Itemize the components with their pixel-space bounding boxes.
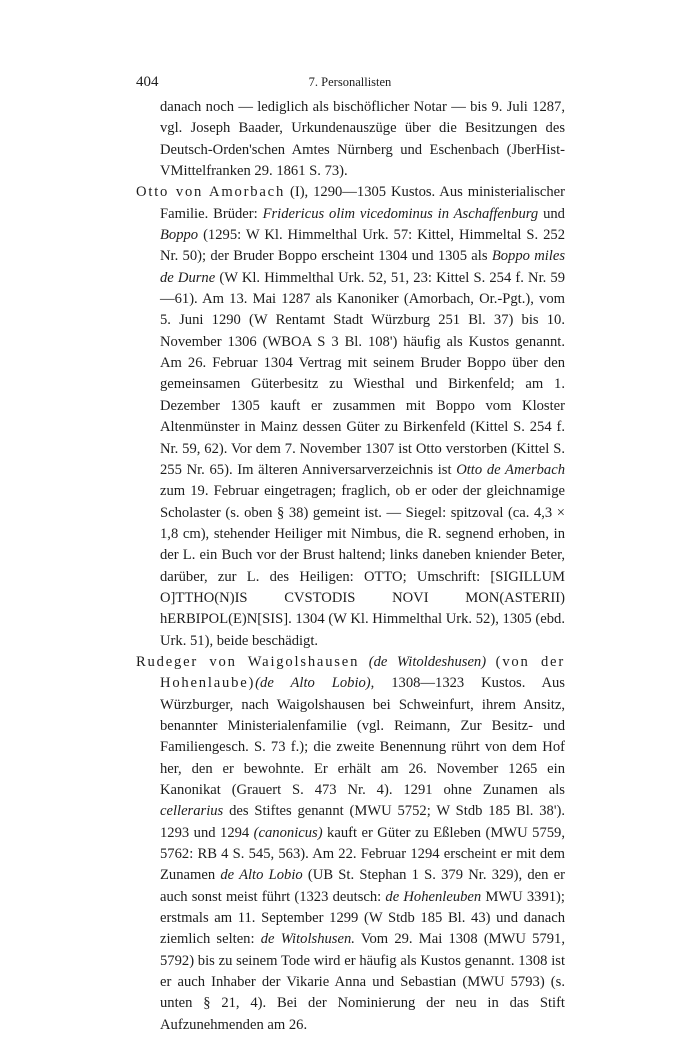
italic-run: (de Witoldeshusen): [368, 653, 487, 670]
spaced-name: Rudeger von Waigolshausen: [136, 653, 360, 670]
text-run: MWU 3391); erstmals am 11. September 1299 (W Stdb 185 Bl. 43) und danach ziemlich selten:: [160, 888, 565, 948]
text-run: zum 19. Februar eingetragen; fraglich, ob er oder der gleichnamige Scholaster (s. oben § 38) gemeint ist. — Siegel: spitzoval (ca. 4,3 × 1,8 cm), stehender Heiliger mit Nimbus, die R. segnend erhoben, in der L. ein Buch vor der Brust haltend; links daneben kniender Beter, darüber, zur L. des Heiligen: OTTO; Umschrift: [SIGILLUM O]TTHO(N)IS CVSTODIS NOVI MON(ASTERII) hERBIPOL(E)N[SIS]. 1304 (W Kl. Himmelthal Urk. 52), 1305 (ebd. Urk. 51), beide beschädigt.: [160, 483, 565, 649]
text-run: , 1308—1323 Kustos. Aus Würzburger, nach Waigolshausen bei Schweinfurt, ihrem Ansitz, benannter Ministerialenfamilie (vgl. Reimann, Zur Besitz- und Familiengesch. S. 73 f.); die zweite Benennung rührt von dem Hof her, den er bewohnte. Er erhält am 26. November 1265 ein Kanonikat (Grauert S. 473 Nr. 4). 1291 ohne Zunamen als: [160, 675, 565, 798]
italic-run: Boppo: [160, 227, 199, 244]
entry-continuation: [136, 97, 565, 182]
italic-run: Fridericus olim vicedominus in Aschaffenburg: [262, 205, 539, 222]
page-number: 404: [136, 74, 159, 90]
text-run: Vom 29. Mai 1308 (MWU 5791, 5792) bis zu seinem Tode wird er häufig als Kustos genannt. 1308 ist er auch Inhaber der Vikarie Anna und Sebastian (MWU 5793) (s. unten § 21, 4). Bei der Nominierung der neu in das Stift Aufzunehmenden am 26.: [160, 931, 565, 1033]
main-text: [136, 97, 565, 1036]
italic-run: (canonicus): [253, 824, 323, 841]
text-run: danach noch — lediglich als bischöflicher Notar — bis 9. Juli 1287, vgl. Joseph Baader, Urkundenauszüge über die Besitzungen des Deutsch-Orden'schen Amtes Nürnberg und Eschenbach (JberHist-VMittelfranken 29. 1861 S. 73).: [160, 99, 565, 180]
text-run: kauft er Güter zu Eßleben (MWU 5759, 5762: RB 4 S. 545, 563). Am 22. Februar 1294 erscheint er mit dem Zunamen: [160, 824, 565, 884]
text-run: und: [538, 205, 565, 222]
italic-run: (de Alto Lobio): [255, 675, 371, 692]
text-run: [486, 654, 496, 670]
text-run: [359, 654, 369, 670]
text-run: des Stiftes genannt (MWU 5752; W Stdb 185 Bl. 38'). 1293 und 1294: [160, 803, 565, 841]
italic-run: cellerarius: [160, 803, 224, 820]
italic-run: Boppo miles de Durne: [160, 248, 566, 286]
italic-run: de Hohenleuben: [385, 888, 482, 905]
entry-rudeger-von-waigolshausen: [136, 652, 565, 1036]
text-run: (W Kl. Himmelthal Urk. 52, 51, 23: Kittel S. 254 f. Nr. 59—61). Am 13. Mai 1287 als Kanoniker (Amorbach, Or.-Pgt.), vom 5. Juni 1290 (W Rentamt Stadt Würzburg 251 Bl. 37) bis 10. November 1306 (WBOA S 3 Bl. 108') häufig als Kustos genannt. Am 26. Februar 1304 Vertrag mit seinem Bruder Boppo über den gemeinsamen Güterbesitz zu Wiesthal und Birkenfeld; am 1. Dezember 1305 kauft er zusammen mit Boppo vom Kloster Altenmünster in Mainz dessen Güter zu Birkenfeld (Kittel S. 254 f. Nr. 59, 62). Vor dem 7. November 1307 ist Otto verstorben (Kittel S. 255 Nr. 65). Im älteren Anniversarverzeichnis ist: [160, 269, 565, 478]
text-run: (I), 1290—1305 Kustos. Aus ministerialischer Familie. Brüder:: [160, 184, 565, 222]
spaced-name: (von der Hohenlaube): [160, 653, 565, 692]
italic-run: Otto de Amerbach: [456, 461, 566, 478]
italic-run: de Alto Lobio: [220, 867, 303, 884]
text-run: (UB St. Stephan 1 S. 379 Nr. 329), den er auch sonst meist führt (1323 deutsch:: [160, 867, 565, 905]
running-head: 7. Personallisten: [308, 75, 392, 89]
text-run: (1295: W Kl. Himmelthal Urk. 57: Kittel, Himmeltal S. 252 Nr. 50); der Bruder Boppo erscheint 1304 und 1305 als: [160, 227, 565, 265]
entry-otto-von-amorbach: [136, 182, 565, 652]
spaced-name: Otto von Amorbach: [136, 184, 286, 201]
italic-run: de Witolshusen.: [260, 931, 355, 948]
